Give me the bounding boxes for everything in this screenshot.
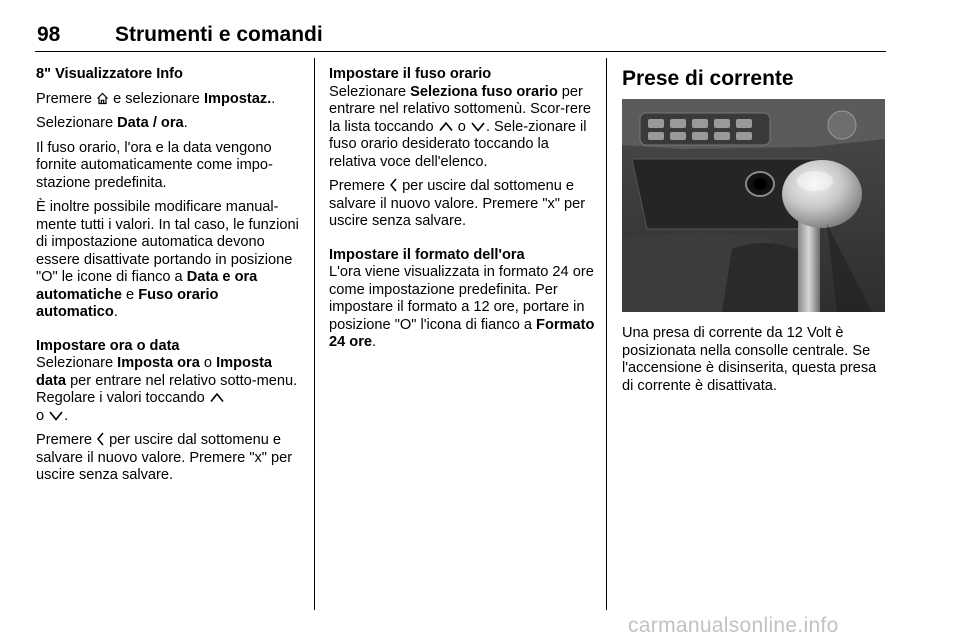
ui-label-seleziona-fuso: Seleziona fuso orario: [410, 83, 558, 100]
column-3: [622, 66, 890, 402]
text: .: [113, 304, 118, 320]
ui-label-imposta-data: Imposta data: [36, 355, 273, 389]
text: .: [183, 115, 188, 131]
subheading-set-timezone: Impostare il fuso orario: [329, 66, 492, 82]
paragraph-exit-submenu-2: [329, 178, 597, 231]
text: per uscire dal sottomenu e salvare il nuovo valore. Premere "x" per uscire senza salvare.: [36, 432, 293, 483]
page-header: [37, 23, 885, 51]
text: per uscire dal sottomenu e salvare il nuovo valore. Premere "x" per uscire senza salvare.: [329, 178, 586, 229]
text: o: [199, 355, 217, 371]
subheading-set-time-date: Impostare ora o data: [36, 337, 180, 354]
paragraph-exit-submenu: [36, 432, 304, 485]
chevron-up-icon: [209, 391, 225, 404]
text: Premere: [329, 178, 390, 194]
text: .: [64, 407, 69, 424]
ui-label-impostaz: Impostaz.: [203, 90, 272, 107]
ui-label-auto-date-time: Data e ora automatiche: [36, 269, 258, 303]
text: per entrare nel relativo sotto-menu. Regolare i valori toccando: [36, 372, 298, 406]
header-rule: [35, 51, 886, 52]
paragraph-set-time-date: [36, 355, 304, 425]
paragraph-select-timezone: [329, 84, 597, 172]
column-divider-1: [314, 58, 315, 610]
text: o: [453, 118, 470, 135]
ui-label-auto-timezone: Fuso orario automatico: [36, 286, 219, 320]
text: o: [36, 407, 49, 424]
chevron-down-icon: [470, 120, 486, 133]
paragraph-auto-timezone: Il fuso orario, l'ora e la data vengono fornite automaticamente come impo-stazione predefinita.: [36, 139, 273, 191]
column-2: [329, 66, 597, 359]
text: Selezionare: [36, 355, 118, 371]
chevron-up-icon: [438, 120, 454, 133]
ui-label-data-ora: Data / ora: [117, 115, 184, 131]
text: È inoltre possibile modificare manual-mente tutti i valori. In tal caso, le funzioni di impostazione automatica devono essere disattivate portando in posizione "O" le icone di fianco a: [36, 199, 299, 285]
paragraph-power-outlet: Una presa di corrente da 12 Volt è posizionata nella consolle centrale. Se l'accensione è disinserita, questa presa di corrente è disattivata.: [622, 325, 877, 394]
chevron-down-icon: [48, 409, 64, 422]
paragraph-select-date-time: [36, 115, 304, 133]
chevron-left-icon: [96, 432, 105, 446]
ui-label-formato-24: Formato 24 ore: [329, 316, 595, 350]
text: L'ora viene visualizzata in formato 24 ore come impostazione predefinita. Per impostare il formato a 12 ore, portare in posizione "O" l'icona di fianco a: [329, 264, 594, 333]
ui-label-imposta-ora: Imposta ora: [117, 355, 200, 371]
text: Premere: [36, 90, 97, 107]
section-title-power-outlets: Prese di corrente: [622, 67, 794, 90]
text: e selezionare: [109, 90, 204, 107]
page-number: 98: [37, 23, 61, 46]
chevron-left-icon: [389, 178, 398, 192]
page-title: Strumenti e comandi: [115, 23, 323, 46]
paragraph-manual-setting: [36, 199, 304, 322]
section-title-info-display: 8" Visualizzatore Info: [36, 66, 183, 82]
text: .: [372, 334, 377, 350]
text: . Sele-zionare il fuso orario desiderato toccando la relativa voce dell'elenco.: [329, 118, 587, 170]
paragraph-time-format: [329, 264, 597, 352]
column-1: [36, 66, 304, 492]
text: Selezionare: [329, 83, 411, 100]
text: e: [121, 286, 139, 303]
column-divider-2: [606, 58, 607, 610]
text: .: [271, 90, 276, 107]
center-console-photo: [622, 99, 885, 312]
text: Selezionare: [36, 115, 118, 131]
home-icon: [96, 92, 109, 105]
subheading-time-format: Impostare il formato dell'ora: [329, 246, 525, 263]
watermark: carmanualsonline.info: [628, 614, 839, 637]
text: Premere: [36, 432, 97, 448]
paragraph-press-home: [36, 91, 304, 109]
text: per entrare nel relativo sottomenù. Scor-rere la lista toccando: [329, 83, 591, 135]
